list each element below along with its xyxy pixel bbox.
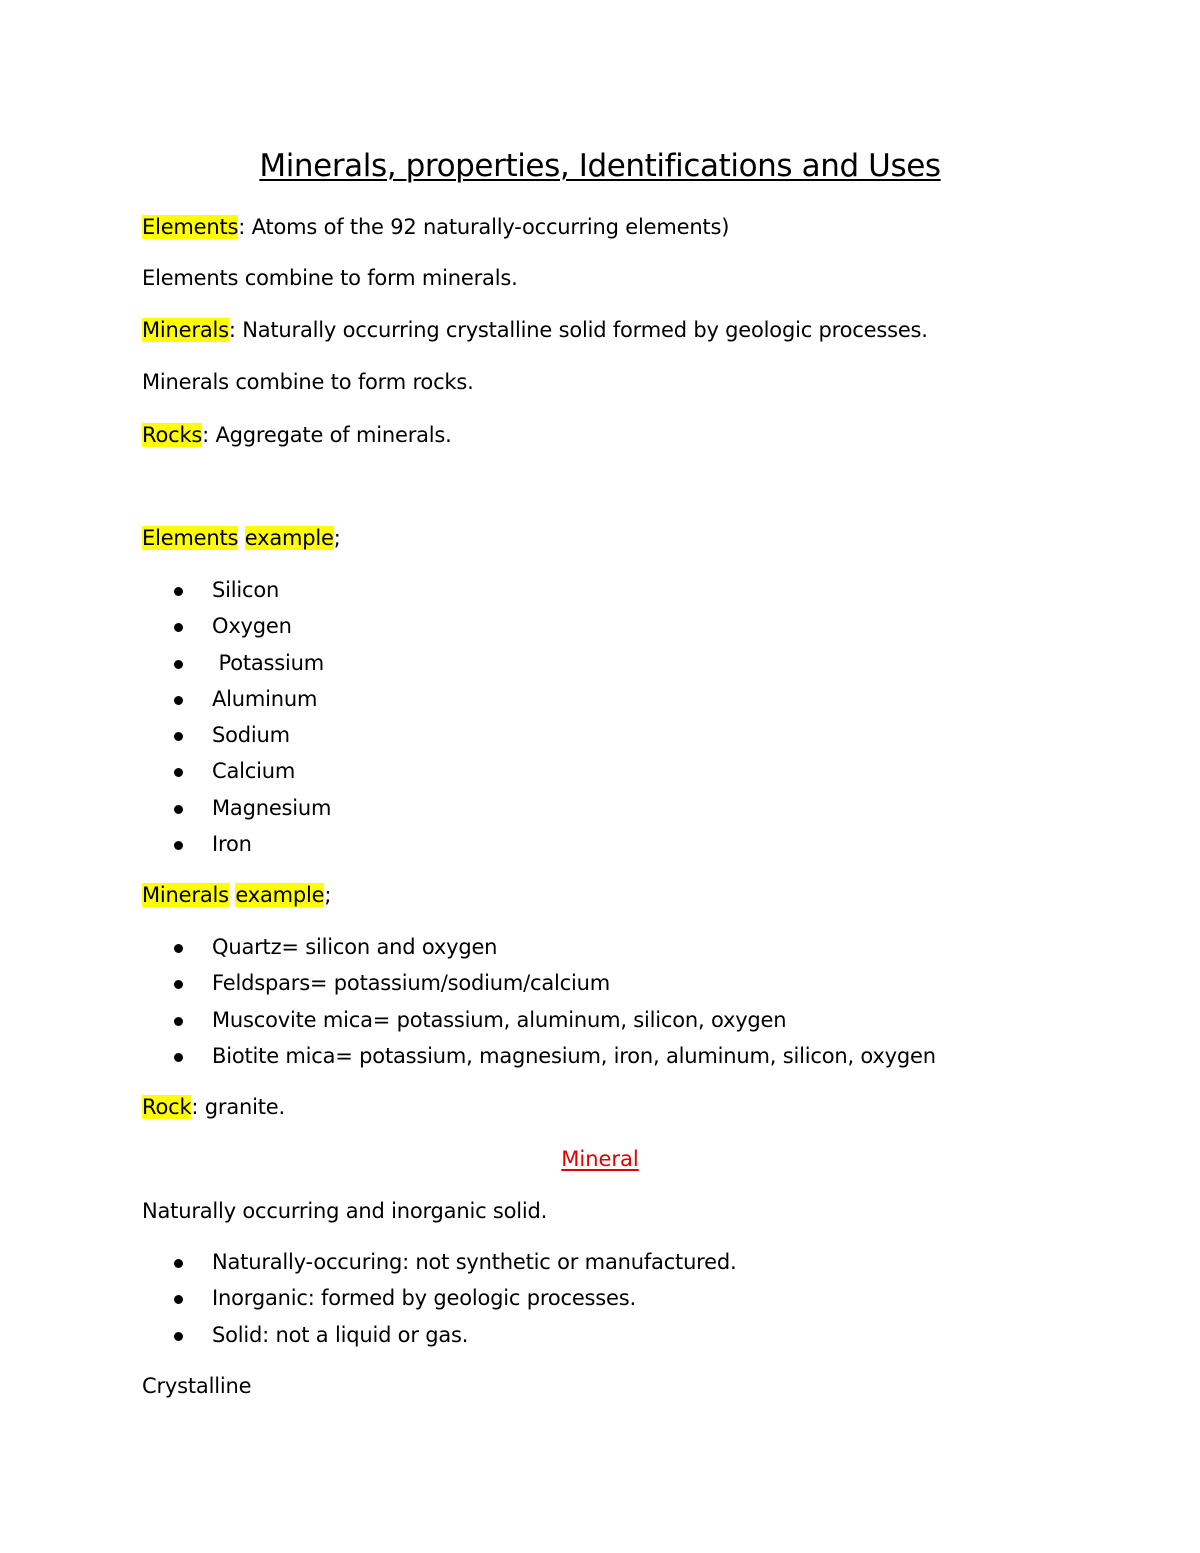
rocks-definition: [142, 420, 452, 450]
list-item-text: Potassium: [212, 650, 325, 675]
list-item-text: Inorganic: formed by geologic processes.: [212, 1286, 636, 1311]
list-item-text: Biotite mica= potassium, magnesium, iron, aluminum, silicon, oxygen: [212, 1043, 936, 1068]
elements-definition: [142, 212, 729, 242]
minerals-example-punct: ;: [324, 883, 332, 907]
bullet-icon: [174, 805, 183, 814]
minerals-combine-line: Minerals combine to form rocks.: [142, 370, 474, 394]
bullet-icon: [174, 768, 183, 777]
rock-line-text: : granite.: [191, 1095, 285, 1119]
mineral-definition: Naturally occurring and inorganic solid.: [142, 1199, 548, 1223]
bullet-icon: [174, 623, 183, 632]
bullet-icon: [174, 944, 183, 953]
bullet-icon: [174, 980, 183, 989]
minerals-definition: [142, 315, 928, 345]
mineral-heading: [0, 1144, 1200, 1174]
elements-term: Elements: [142, 215, 239, 239]
elements-example-word2: example: [244, 526, 334, 550]
minerals-term: Minerals: [142, 318, 229, 342]
list-item-text: Naturally-occuring: not synthetic or manufactured.: [212, 1250, 737, 1274]
bullet-icon: [174, 1332, 183, 1341]
rocks-term: Rocks: [142, 423, 203, 447]
bullet-icon: [174, 587, 183, 596]
list-item-text: Sodium: [212, 723, 290, 748]
list-item-text: Oxygen: [212, 614, 292, 639]
rocks-definition-text: : Aggregate of minerals.: [202, 423, 452, 447]
elements-example-word1: Elements: [142, 526, 239, 550]
bullet-icon: [174, 732, 183, 741]
bullet-icon: [174, 660, 183, 669]
list-item-text: Quartz= silicon and oxygen: [212, 935, 498, 959]
bullet-icon: [174, 1259, 183, 1268]
elements-combine-line: Elements combine to form minerals.: [142, 266, 518, 290]
list-item-text: Iron: [212, 832, 252, 857]
list-item-text: Feldspars= potassium/sodium/calcium: [212, 971, 611, 996]
elements-example-punct: ;: [333, 526, 341, 550]
bullet-icon: [174, 1053, 183, 1062]
list-item-text: Aluminum: [212, 686, 318, 711]
bullet-icon: [174, 1017, 183, 1026]
elements-definition-text: : Atoms of the 92 naturally-occurring elements): [238, 215, 730, 239]
rock-term: Rock: [142, 1095, 192, 1119]
minerals-definition-text: : Naturally occurring crystalline solid formed by geologic processes.: [228, 318, 928, 342]
crystalline-line: Crystalline: [142, 1374, 252, 1398]
minerals-example-word1: Minerals: [142, 883, 229, 907]
list-item-text: Calcium: [212, 759, 296, 784]
list-item-text: Solid: not a liquid or gas.: [212, 1322, 469, 1347]
list-item-text: Muscovite mica= potassium, aluminum, silicon, oxygen: [212, 1007, 787, 1032]
list-item-text: Magnesium: [212, 795, 332, 820]
minerals-example-word2: example: [235, 883, 325, 907]
list-item-text: Silicon: [212, 578, 280, 602]
bullet-icon: [174, 1295, 183, 1304]
elements-example-heading: [142, 523, 341, 553]
minerals-example-heading: [142, 880, 331, 910]
rock-line: [142, 1092, 285, 1122]
bullet-icon: [174, 696, 183, 705]
bullet-icon: [174, 841, 183, 850]
page-title: Minerals, properties, Identifications and Uses: [259, 148, 941, 184]
mineral-heading-text: Mineral: [561, 1147, 639, 1171]
